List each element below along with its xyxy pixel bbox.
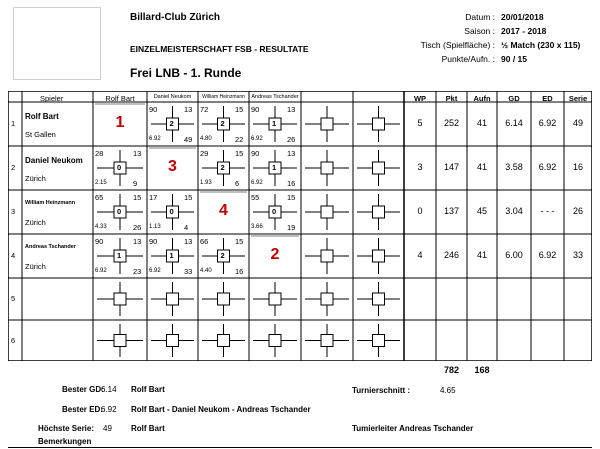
player-stat: 0 [417, 206, 423, 216]
player-stat: 26 [572, 206, 583, 216]
high-series-player: Rolf Bart [131, 424, 165, 433]
col-header-opponent: Andreas Tschander [251, 94, 299, 100]
match-wp: 1 [169, 251, 174, 260]
meta-label: Saison : [464, 26, 495, 36]
match-series: 6 [235, 179, 240, 188]
player-stat: 6.14 [505, 118, 523, 128]
col-header-stat: GD [508, 94, 520, 103]
player-stat: 49 [572, 118, 583, 128]
match-gd: 3.66 [251, 224, 263, 230]
wp-box [321, 118, 333, 130]
match-series: 22 [235, 135, 244, 144]
player-stat: 252 [443, 118, 460, 128]
match-gd: 6.92 [251, 180, 263, 186]
match-points: 90 [251, 105, 260, 114]
wp-box [373, 206, 385, 218]
match-series: 4 [184, 223, 189, 232]
player-stat: 246 [443, 250, 460, 260]
wp-box [373, 335, 385, 347]
club-logo [13, 7, 101, 80]
match-wp: 1 [272, 163, 277, 172]
final-position: 3 [168, 158, 177, 175]
wp-box [373, 293, 385, 305]
match-gd: 4.40 [200, 268, 212, 274]
match-series: 26 [133, 223, 142, 232]
match-innings: 13 [184, 237, 193, 246]
player-stat: 137 [443, 206, 460, 216]
player-name: William Heinzmann [25, 200, 76, 206]
col-header-spieler: Spieler [40, 94, 64, 103]
remarks-line [8, 447, 592, 448]
wp-box [321, 206, 333, 218]
player-stat: 3 [417, 162, 423, 172]
club-name: Billard-Club Zürich [130, 12, 220, 23]
meta-label: Punkte/Aufn. : [441, 54, 495, 64]
best-ed-label: Bester ED: [62, 405, 103, 414]
row-number: 3 [11, 207, 16, 216]
match-innings: 13 [287, 105, 296, 114]
avg-value: 4.65 [440, 386, 456, 395]
best-ed-value: 6.92 [101, 405, 117, 414]
match-wp: 2 [220, 119, 225, 128]
col-header-opponent: Rolf Bart [105, 94, 135, 103]
match-gd: 4.33 [95, 224, 107, 230]
match-series: 49 [184, 135, 193, 144]
remarks-label: Bemerkungen [38, 437, 92, 446]
wp-box [269, 335, 281, 347]
match-wp: 0 [117, 207, 122, 216]
wp-box [373, 250, 385, 262]
row-number: 1 [11, 119, 16, 128]
match-points: 55 [251, 193, 260, 202]
player-stat: 33 [572, 250, 583, 260]
match-wp: 0 [272, 207, 277, 216]
player-club: Zürich [25, 174, 46, 183]
wp-box [321, 162, 333, 174]
match-series: 26 [287, 135, 296, 144]
col-header-stat: Serie [568, 94, 588, 103]
meta-value: 90 / 15 [501, 54, 527, 64]
wp-box [321, 293, 333, 305]
wp-box [321, 335, 333, 347]
wp-box [167, 293, 179, 305]
meta-label: Tisch (Spielfläche) : [420, 40, 495, 50]
player-stat: 16 [572, 162, 583, 172]
player-stat: 3.58 [505, 162, 523, 172]
col-header-opponent: William Heinzmann [202, 94, 245, 100]
match-wp: 1 [272, 119, 277, 128]
match-gd: 6.92 [149, 268, 161, 274]
match-points: 29 [200, 149, 209, 158]
row-number: 4 [11, 251, 16, 260]
match-innings: 15 [287, 193, 296, 202]
best-gd-player: Rolf Bart [131, 385, 165, 394]
match-series: 9 [133, 179, 138, 188]
best-gd-value: 6.14 [101, 385, 117, 394]
tournament-director: Tumierleiter Andreas Tschander [352, 424, 474, 433]
player-stat: 45 [476, 206, 487, 216]
match-innings: 15 [235, 237, 244, 246]
high-series-value: 49 [103, 424, 112, 433]
match-innings: 13 [133, 149, 142, 158]
match-points: 90 [251, 149, 260, 158]
match-points: 90 [149, 105, 158, 114]
player-stat: 6.00 [505, 250, 523, 260]
meta-label: Datum : [465, 12, 495, 22]
match-innings: 13 [133, 237, 142, 246]
match-gd: 2.15 [95, 180, 107, 186]
player-club: Zürich [25, 262, 46, 271]
match-points: 90 [149, 237, 158, 246]
round-title: Frei LNB - 1. Runde [130, 66, 242, 80]
total-innings: 168 [474, 365, 490, 375]
wp-box [114, 293, 126, 305]
player-stat: 6.92 [538, 162, 557, 172]
match-gd: 6.92 [149, 136, 161, 142]
match-wp: 1 [117, 251, 122, 260]
player-stat: - - - [540, 206, 555, 216]
match-points: 65 [95, 193, 104, 202]
match-series: 16 [235, 267, 244, 276]
col-header-stat: Aufn [473, 94, 491, 103]
wp-box [373, 118, 385, 130]
wp-box [167, 335, 179, 347]
col-header-stat: WP [413, 94, 427, 103]
player-name: Rolf Bart [25, 112, 59, 121]
best-gd-label: Bester GD: [62, 385, 104, 394]
wp-box [218, 293, 230, 305]
match-innings: 15 [235, 149, 244, 158]
player-name: Daniel Neukom [25, 156, 83, 165]
final-position: 1 [115, 114, 125, 131]
best-ed-player: Rolf Bart - Daniel Neukom - Andreas Tschander [131, 405, 311, 414]
match-points: 17 [149, 193, 158, 202]
player-stat: 6.92 [538, 118, 557, 128]
match-series: 19 [287, 223, 296, 232]
match-gd: 6.92 [95, 268, 107, 274]
meta-value: ½ Match (230 x 115) [501, 40, 581, 50]
match-points: 28 [95, 149, 104, 158]
high-series-label: Höchste Serie: [38, 424, 95, 433]
match-series: 33 [184, 267, 193, 276]
match-wp: 0 [169, 207, 174, 216]
match-points: 72 [200, 105, 209, 114]
match-gd: 4.80 [200, 136, 212, 142]
match-series: 16 [287, 179, 296, 188]
player-stat: 41 [476, 118, 487, 128]
player-stat: 41 [476, 162, 487, 172]
final-position: 4 [219, 202, 228, 219]
col-header-stat: Pkt [445, 94, 458, 103]
match-innings: 13 [287, 149, 296, 158]
row-number: 2 [11, 163, 16, 172]
match-wp: 2 [220, 163, 225, 172]
wp-box [218, 335, 230, 347]
player-club: St Gallen [25, 130, 56, 139]
player-club: Zürich [25, 218, 46, 227]
match-series: 23 [133, 267, 142, 276]
row-number: 5 [11, 294, 16, 303]
match-innings: 13 [184, 105, 193, 114]
match-wp: 2 [220, 251, 225, 260]
wp-box [321, 250, 333, 262]
avg-label: Turnierschnitt : [352, 386, 411, 395]
event-title: EINZELMEISTERSCHAFT FSB - RESULTATE [130, 44, 309, 54]
match-wp: 0 [117, 163, 122, 172]
total-points: 782 [443, 365, 460, 375]
row-number: 6 [11, 335, 16, 345]
match-gd: 1.93 [200, 180, 212, 186]
player-stat: 6.92 [538, 250, 557, 260]
player-name: Andreas Tschander [25, 244, 76, 250]
final-position: 2 [270, 246, 280, 263]
player-stat: 147 [443, 162, 460, 172]
match-gd: 6.92 [251, 136, 263, 142]
match-innings: 15 [133, 193, 142, 202]
match-innings: 15 [235, 105, 244, 114]
match-innings: 15 [184, 193, 193, 202]
match-points: 90 [95, 237, 104, 246]
wp-box [269, 293, 281, 305]
meta-value: 20/01/2018 [501, 12, 544, 22]
match-points: 66 [200, 237, 209, 246]
player-stat: 3.04 [505, 206, 523, 216]
match-wp: 2 [169, 119, 174, 128]
meta-value: 2017 - 2018 [501, 26, 547, 36]
wp-box [373, 162, 385, 174]
col-header-stat: ED [542, 94, 553, 103]
match-gd: 1.13 [149, 224, 161, 230]
player-stat: 41 [476, 250, 487, 260]
col-header-opponent: Daniel Neukom [153, 94, 192, 100]
player-stat: 5 [417, 118, 423, 128]
player-stat: 4 [417, 250, 423, 260]
wp-box [114, 335, 126, 347]
